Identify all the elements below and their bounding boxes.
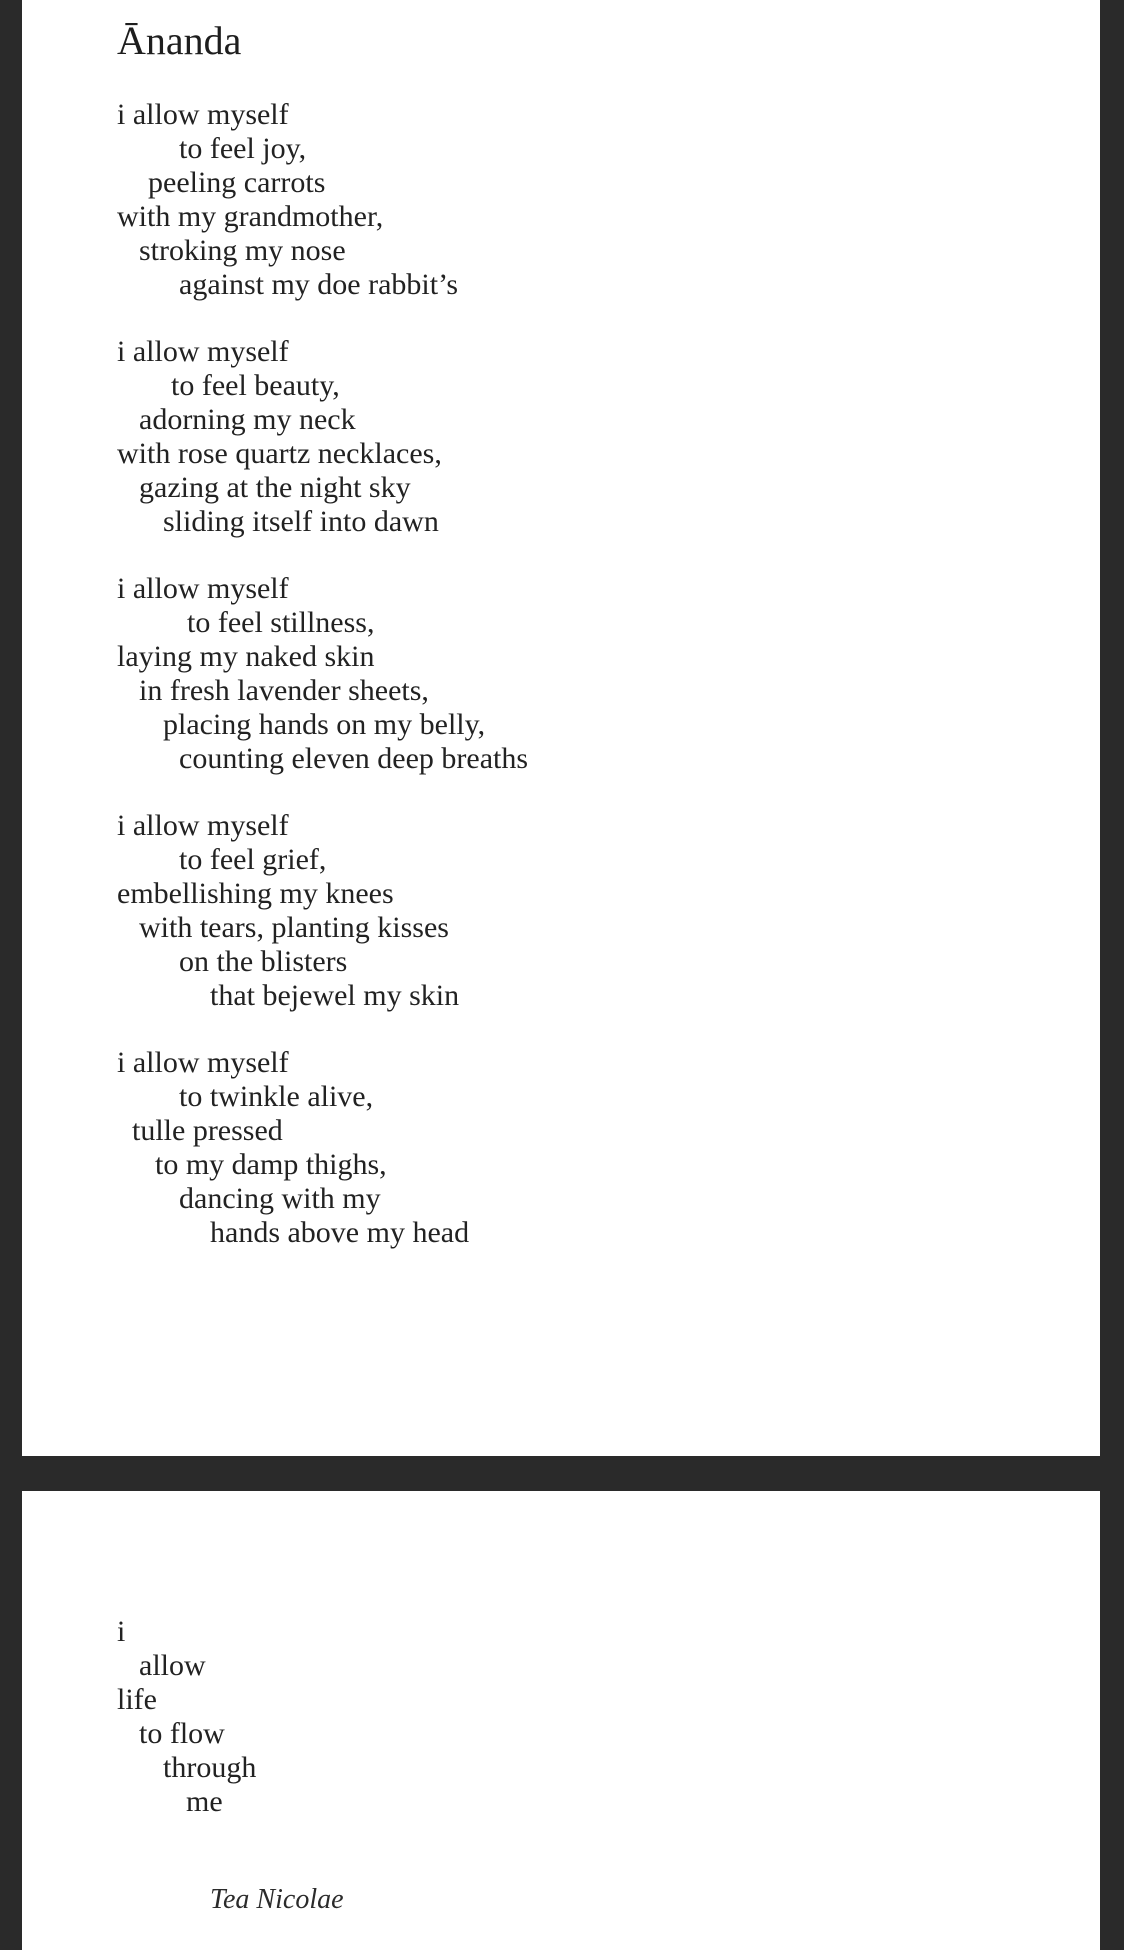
poem-line: dancing with my <box>179 1182 381 1215</box>
poem-line: life <box>117 1683 157 1716</box>
poem-line: with my grandmother, <box>117 200 384 233</box>
poem-line: through <box>163 1751 257 1784</box>
poem-line: allow <box>139 1649 206 1682</box>
page-one <box>22 0 1100 1456</box>
poem-line: i <box>117 1615 126 1648</box>
poem-line: gazing at the night sky <box>139 471 411 504</box>
poem-line: me <box>186 1785 223 1818</box>
poem-line: adorning my neck <box>139 403 356 436</box>
poem-line: with tears, planting kisses <box>139 911 449 944</box>
poem-line: on the blisters <box>179 945 348 978</box>
poem-line: against my doe rabbit’s <box>179 268 459 301</box>
poem-line: to feel grief, <box>179 843 327 876</box>
poem-line: with rose quartz necklaces, <box>117 437 442 470</box>
page-two <box>22 1491 1100 1950</box>
poem-line: to feel stillness, <box>187 606 375 639</box>
poem-line: that bejewel my skin <box>210 979 460 1012</box>
poem-line: laying my naked skin <box>117 640 375 673</box>
poem-line: counting eleven deep breaths <box>179 742 529 775</box>
poem-line: in fresh lavender sheets, <box>139 674 429 707</box>
poem-line: to my damp thighs, <box>155 1148 387 1181</box>
poem-line: tulle pressed <box>132 1114 283 1147</box>
poem-title: Ānanda <box>117 18 242 63</box>
poem-line: stroking my nose <box>139 234 346 267</box>
poem-line: i allow myself <box>117 572 289 605</box>
poem-line: hands above my head <box>210 1216 470 1249</box>
poem-line: peeling carrots <box>148 166 326 199</box>
author-signature: Tea Nicolae <box>210 1884 344 1915</box>
poem-line: to twinkle alive, <box>179 1080 374 1113</box>
poem-line: to feel joy, <box>179 132 307 165</box>
poem-line: to feel beauty, <box>171 369 340 402</box>
poem-line: embellishing my knees <box>117 877 394 910</box>
poem-line: to flow <box>139 1717 225 1750</box>
poem-line: i allow myself <box>117 1046 289 1079</box>
poem-line: i allow myself <box>117 335 289 368</box>
poem-line: sliding itself into dawn <box>163 505 439 538</box>
poem-line: i allow myself <box>117 98 289 131</box>
poem-line: placing hands on my belly, <box>163 708 486 741</box>
poem-line: i allow myself <box>117 809 289 842</box>
